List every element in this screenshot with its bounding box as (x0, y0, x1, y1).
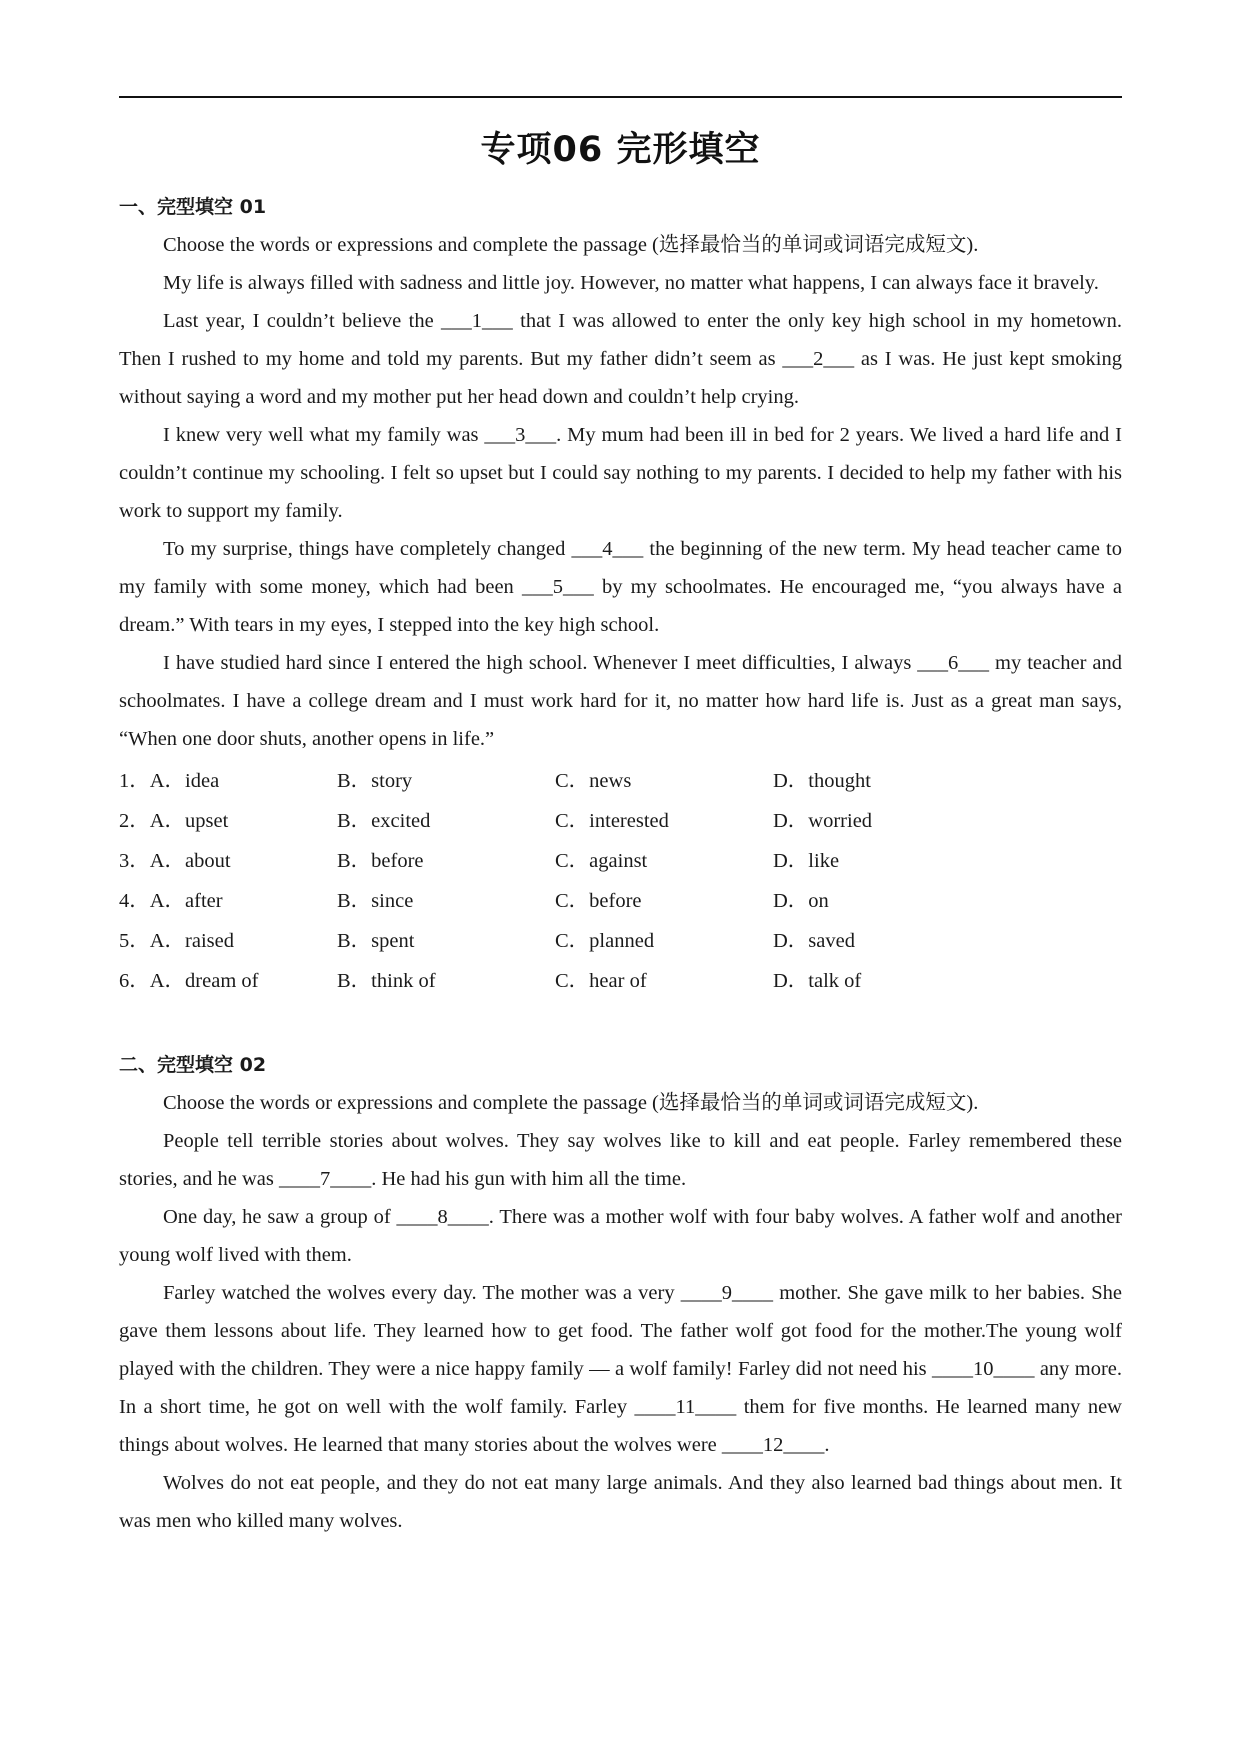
question-options (119, 761, 1122, 1001)
option-a: 6．A．dream of (119, 970, 259, 992)
option-c: C．hear of (555, 970, 647, 992)
question-row (119, 881, 1122, 921)
option-a: 5．A．raised (119, 930, 235, 952)
question-row (119, 921, 1122, 961)
option-c: C．planned (555, 930, 655, 952)
question-row (119, 841, 1122, 881)
passage-1-paragraph: Last year, I couldn’t believe the ___1___ that I was allowed to enter the only key high school in my hometown. Then I rushed to my home and told my parents. But my father didn’t seem as ___2___ as I was. He just kept smoking without saying a word and my mother put her head down and couldn’t help crying. (119, 310, 1122, 408)
passage-2-paragraph: Farley watched the wolves every day. The mother was a very ____9____ mother. She gave milk to her babies. She gave them lessons about life. They learned how to get food. The father wolf got food for the mother.The young wolf played with the children. They were a nice happy family — a wolf family! Farley did not need his ____10____ any more. In a short time, he got on well with the wolf family. Farley ____11____ them for five months. He learned many new things about wolves. He learned that many stories about the wolves were ____12____. (119, 1282, 1122, 1456)
section-1-heading: 一、完型填空 01 (119, 196, 267, 218)
question-row (119, 761, 1122, 801)
option-d: D．on (773, 890, 829, 912)
option-c: C．news (555, 770, 632, 792)
option-a: 2．A．upset (119, 810, 229, 832)
option-c: C．interested (555, 810, 669, 832)
option-d: D．worried (773, 810, 873, 832)
question-row (119, 961, 1122, 1001)
passage-1-paragraph: My life is always filled with sadness and little joy. However, no matter what happens, I can always face it bravely. (163, 272, 1099, 294)
option-b: B．since (337, 890, 414, 912)
option-d: D．thought (773, 770, 871, 792)
passage-1-paragraph: To my surprise, things have completely changed ___4___ the beginning of the new term. My head teacher came to my family with some money, which had been ___5___ by my schoolmates. He encouraged me, “you always have a dream.” With tears in my eyes, I stepped into the key high school. (119, 538, 1122, 636)
option-a: 1．A．idea (119, 770, 220, 792)
option-d: D．talk of (773, 970, 862, 992)
option-b: B．story (337, 770, 413, 792)
section-spacer (119, 1001, 1122, 1046)
option-c: C．against (555, 850, 648, 872)
passage-2-paragraph: Wolves do not eat people, and they do not eat many large animals. And they also learned bad things about men. It was men who killed many wolves. (119, 1472, 1122, 1532)
page-title: 专项06 完形填空 (480, 130, 761, 170)
option-a: 4．A．after (119, 890, 223, 912)
option-b: B．spent (337, 930, 415, 952)
option-b: B．think of (337, 970, 436, 992)
option-b: B．excited (337, 810, 431, 832)
passage-2-paragraph: One day, he saw a group of ____8____. There was a mother wolf with four baby wolves. A father wolf and another young wolf lived with them. (119, 1206, 1122, 1266)
passage-1-paragraph: I knew very well what my family was ___3___. My mum had been ill in bed for 2 years. We lived a hard life and I couldn’t continue my schooling. I felt so upset but I could say nothing to my parents. I decided to help my father with his work to support my family. (119, 424, 1122, 522)
section-1-instruction: Choose the words or expressions and complete the passage (选择最恰当的单词或词语完成短文). (163, 234, 979, 256)
document-body (119, 188, 1122, 1540)
header-rule (119, 96, 1122, 98)
passage-2-paragraph: People tell terrible stories about wolves. They say wolves like to kill and eat people. Farley remembered these stories, and he was ____7____. He had his gun with him all the time. (119, 1130, 1122, 1190)
option-d: D．saved (773, 930, 855, 952)
option-d: D．like (773, 850, 840, 872)
option-b: B．before (337, 850, 424, 872)
option-c: C．before (555, 890, 642, 912)
section-2-instruction: Choose the words or expressions and complete the passage (选择最恰当的单词或词语完成短文). (163, 1092, 979, 1114)
section-2-heading: 二、完型填空 02 (119, 1054, 267, 1076)
option-a: 3．A．about (119, 850, 231, 872)
passage-1-paragraph: I have studied hard since I entered the high school. Whenever I meet difficulties, I always ___6___ my teacher and schoolmates. I have a college dream and I must work hard for it, no matter how hard life is. Just as a great man says, “When one door shuts, another opens in life.” (119, 652, 1122, 750)
question-row (119, 801, 1122, 841)
